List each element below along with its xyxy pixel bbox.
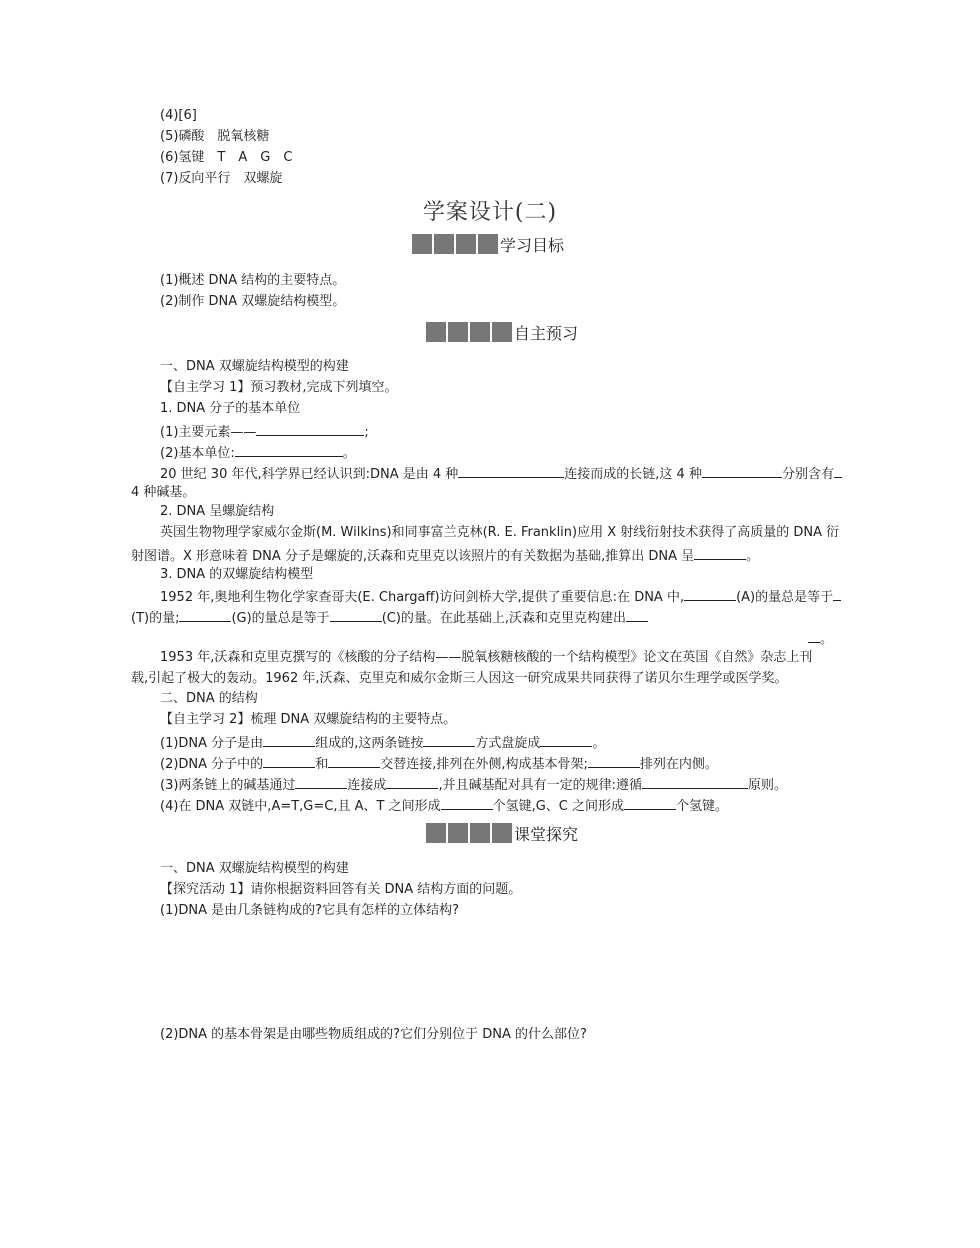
fill-question: (1)DNA 分子是由 组成的,这两条链按 方式盘旋成 。 <box>160 732 605 753</box>
answer-blank[interactable] <box>423 732 475 747</box>
goal-item: (2)制作 DNA 双螺旋结构模型。 <box>160 294 346 309</box>
answer-line-5: (5)磷酸 脱氧核糖 <box>160 129 270 144</box>
answer-blank[interactable] <box>295 774 347 789</box>
answer-blank[interactable] <box>179 607 231 622</box>
answer-blank[interactable] <box>328 753 380 768</box>
paragraph-line: (T)的量; (G)的量总是等于 (C)的量。在此基础上,沃森和克里克构建出 <box>131 607 648 628</box>
section-header-goals <box>412 233 564 255</box>
answer-line-4: (4)[6] <box>160 108 197 123</box>
paragraph-line: 射图谱。X 形意味着 DNA 分子是螺旋的,沃森和克里克以该照片的有关数据为基础,推算出 DNA 呈 。 <box>131 545 759 566</box>
answer-blank[interactable] <box>808 628 820 643</box>
fill-question: (4)在 DNA 双链中,A=T,G=C,且 A、T 之间形成 个氢键,G、C 之间形成 个氢键。 <box>160 795 728 816</box>
answer-blank[interactable] <box>834 463 842 478</box>
answer-blank[interactable] <box>458 463 564 478</box>
answer-blank[interactable] <box>588 753 640 768</box>
study-prompt: 【自主学习 1】预习教材,完成下列填空。 <box>160 380 398 395</box>
paragraph-line: 20 世纪 30 年代,科学界已经认识到:DNA 是由 4 种 连接而成的长链,这 4 种 分别含有 <box>160 463 842 484</box>
answer-line-6: (6)氢键 T A G C <box>160 150 293 165</box>
subheading: 2. DNA 呈螺旋结构 <box>160 504 275 519</box>
question: (1)DNA 是由几条链构成的?它具有怎样的立体结构? <box>160 903 459 918</box>
section-marker-icon <box>426 322 512 342</box>
answer-blank[interactable] <box>235 442 343 457</box>
answer-blank[interactable] <box>256 421 364 436</box>
section-header-explore <box>426 822 578 844</box>
subheading: 3. DNA 的双螺旋结构模型 <box>160 567 314 582</box>
answer-line-7: (7)反向平行 双螺旋 <box>160 171 283 186</box>
section-title: 学习目标 <box>500 235 565 255</box>
answer-blank[interactable] <box>833 586 841 601</box>
section-title: 课堂探究 <box>514 824 579 844</box>
section-marker-icon <box>426 823 512 843</box>
section-marker-icon <box>412 234 498 254</box>
paragraph-line: 载,引起了极大的轰动。1962 年,沃森、克里克和威尔金斯三人因这一研究成果共同获得了诺贝尔生理学或医学奖。 <box>131 671 788 686</box>
part-heading: 一、DNA 双螺旋结构模型的构建 <box>160 861 349 876</box>
study-prompt: 【自主学习 2】梳理 DNA 双螺旋结构的主要特点。 <box>160 712 457 727</box>
paragraph-line: 。 <box>808 628 833 649</box>
goal-item: (1)概述 DNA 结构的主要特点。 <box>160 273 346 288</box>
paragraph-line: 1953 年,沃森和克里克撰写的《核酸的分子结构——脱氧核糖核酸的一个结构模型》论文在英国《自然》杂志上刊 <box>160 650 813 665</box>
page-title: 学案设计(二) <box>422 200 558 225</box>
section-title: 自主预习 <box>514 323 579 343</box>
fill-question: (2)DNA 分子中的 和 交替连接,排列在外侧,构成基本骨架; 排列在内侧。 <box>160 753 718 774</box>
fill-question: (2)基本单位: 。 <box>160 442 356 463</box>
answer-blank[interactable] <box>642 774 748 789</box>
answer-blank[interactable] <box>626 607 648 622</box>
answer-blank[interactable] <box>330 607 382 622</box>
paragraph-line: 4 种碱基。 <box>131 485 196 500</box>
fill-question: (3)两条链上的碱基通过 连接成 ,并且碱基配对具有一定的规律:遵循 原则。 <box>160 774 787 795</box>
activity-prompt: 【探究活动 1】请你根据资料回答有关 DNA 结构方面的问题。 <box>160 882 522 897</box>
answer-blank[interactable] <box>263 732 315 747</box>
answer-blank[interactable] <box>694 545 746 560</box>
section-header-preview <box>426 321 578 343</box>
answer-blank[interactable] <box>702 463 782 478</box>
subheading: 1. DNA 分子的基本单位 <box>160 401 301 416</box>
answer-blank[interactable] <box>684 586 736 601</box>
fill-question: (1)主要元素—— ; <box>160 421 369 442</box>
answer-blank[interactable] <box>386 774 438 789</box>
answer-blank[interactable] <box>441 795 493 810</box>
question: (2)DNA 的基本骨架是由哪些物质组成的?它们分别位于 DNA 的什么部位? <box>160 1027 587 1042</box>
paragraph-line: 1952 年,奥地利生物化学家查哥夫(E. Chargaff)访问剑桥大学,提供了重要信息:在 DNA 中, (A)的量总是等于 <box>160 586 841 607</box>
answer-blank[interactable] <box>263 753 315 768</box>
part-heading: 二、DNA 的结构 <box>160 691 258 706</box>
paragraph-line: 英国生物物理学家威尔金斯(M. Wilkins)和同事富兰克林(R. E. Franklin)应用 X 射线衍射技术获得了高质量的 DNA 衍 <box>160 525 840 540</box>
part-heading: 一、DNA 双螺旋结构模型的构建 <box>160 359 349 374</box>
answer-blank[interactable] <box>540 732 592 747</box>
answer-blank[interactable] <box>624 795 676 810</box>
